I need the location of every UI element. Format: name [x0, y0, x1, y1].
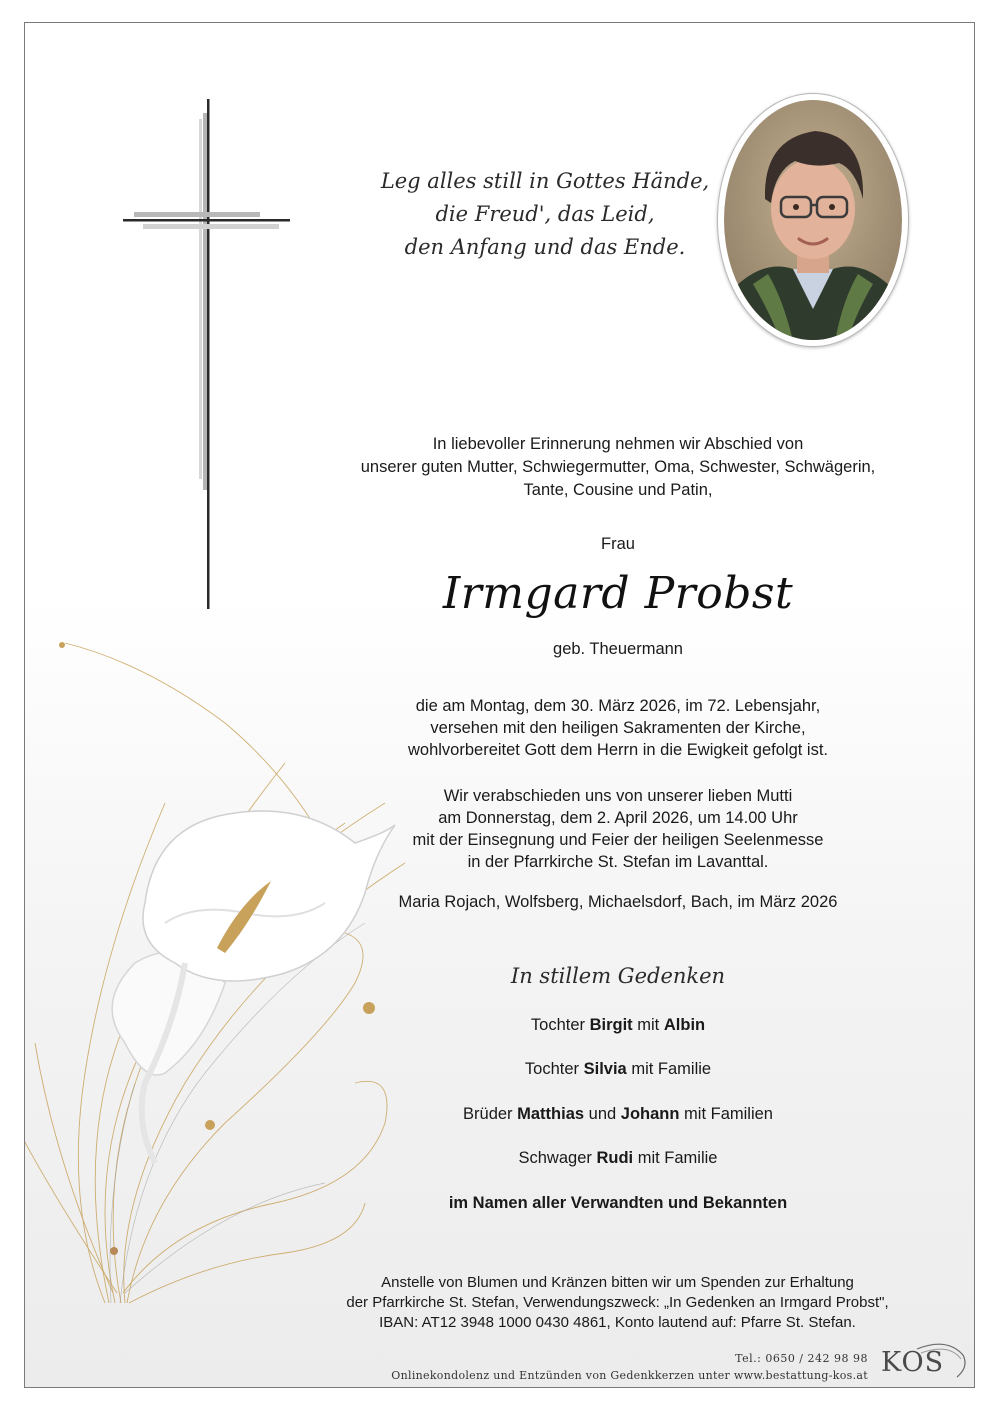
mourner-connector: mit Familie — [626, 1060, 712, 1078]
mourner-connector: mit Familie — [633, 1149, 718, 1167]
mourners-closing: im Namen aller Verwandten und Bekannten — [448, 1194, 788, 1212]
death-notice — [291, 695, 945, 761]
logo-swoosh-icon — [877, 1341, 969, 1381]
mourner-relation: Brüder — [463, 1105, 518, 1123]
logo-text: KOS — [881, 1347, 945, 1378]
maiden-name: geb. Theuermann — [553, 640, 683, 658]
mourner-entry — [291, 1105, 945, 1124]
service-line: mit der Einsegnung und Feier der heiligen Seelenmesse — [412, 831, 824, 849]
mourner-name: Matthias — [517, 1105, 585, 1123]
online-condolence-note: Onlinekondolenz und Entzünden von Gedenkkerzen unter www.bestattung-kos.at — [391, 1369, 868, 1382]
donation-line: IBAN: AT12 3948 1000 0430 4861, Konto lautend auf: Pfarre St. Stefan. — [379, 1314, 856, 1331]
service-line: in der Pfarrkirche St. Stefan im Lavanttal. — [467, 853, 769, 871]
kos-logo — [877, 1341, 969, 1381]
death-line: versehen mit den heiligen Sakramenten der Kirche, — [430, 719, 806, 737]
obituary-sheet — [24, 22, 975, 1388]
mourner-name: Albin — [663, 1016, 706, 1034]
death-line: die am Montag, dem 30. März 2026, im 72. Lebensjahr, — [415, 697, 821, 715]
portrait-photo — [723, 99, 903, 341]
funeral-home-phone: Tel.: 0650 / 242 98 98 — [735, 1352, 868, 1365]
mourner-relation: Schwager — [518, 1149, 597, 1167]
mourner-connector: mit — [632, 1016, 664, 1034]
salutation: Frau — [601, 535, 635, 553]
verse-line: Leg alles still in Gottes Hände, — [380, 169, 710, 193]
cross-icon — [121, 99, 291, 611]
donation-line: der Pfarrkirche St. Stefan, Verwendungszweck: „In Gedenken an Irmgard Probst", — [346, 1294, 889, 1311]
bible-verse — [325, 165, 765, 264]
service-line: Wir verabschieden uns von unserer lieben Mutti — [443, 787, 793, 805]
intro-text — [291, 433, 945, 502]
mourner-entry — [291, 1149, 945, 1168]
mourner-name: Johann — [620, 1105, 680, 1123]
intro-line: Tante, Cousine und Patin, — [523, 481, 713, 499]
mourner-name: Rudi — [596, 1149, 634, 1167]
verse-line: den Anfang und das Ende. — [404, 235, 686, 259]
death-line: wohlvorbereitet Gott dem Herrn in die Ewigkeit gefolgt ist. — [407, 741, 829, 759]
intro-line: unserer guten Mutter, Schwiegermutter, Oma, Schwester, Schwägerin, — [360, 458, 876, 476]
donation-line: Anstelle von Blumen und Kränzen bitten wir um Spenden zur Erhaltung — [381, 1274, 854, 1291]
mourner-relation: Tochter — [530, 1016, 590, 1034]
service-details — [291, 785, 945, 873]
donation-request — [225, 1273, 975, 1333]
mourner-entry — [291, 1016, 945, 1035]
mourner-connector: und — [584, 1105, 621, 1123]
mourner-entry — [291, 1060, 945, 1079]
mourner-name: Birgit — [589, 1016, 633, 1034]
mourner-name: Silvia — [583, 1060, 627, 1078]
service-line: am Donnerstag, dem 2. April 2026, um 14.00 Uhr — [438, 809, 798, 827]
intro-line: In liebevoller Erinnerung nehmen wir Abschied von — [432, 435, 804, 453]
deceased-name: Irmgard Probst — [442, 568, 794, 619]
portrait-frame — [717, 93, 909, 347]
mourner-relation: Tochter — [524, 1060, 584, 1078]
places-date: Maria Rojach, Wolfsberg, Michaelsdorf, Bach, im März 2026 — [398, 893, 838, 911]
verse-line: die Freud', das Leid, — [435, 202, 655, 226]
mourners-heading: In stillem Gedenken — [510, 964, 726, 988]
mourner-suffix: mit Familien — [679, 1105, 773, 1123]
